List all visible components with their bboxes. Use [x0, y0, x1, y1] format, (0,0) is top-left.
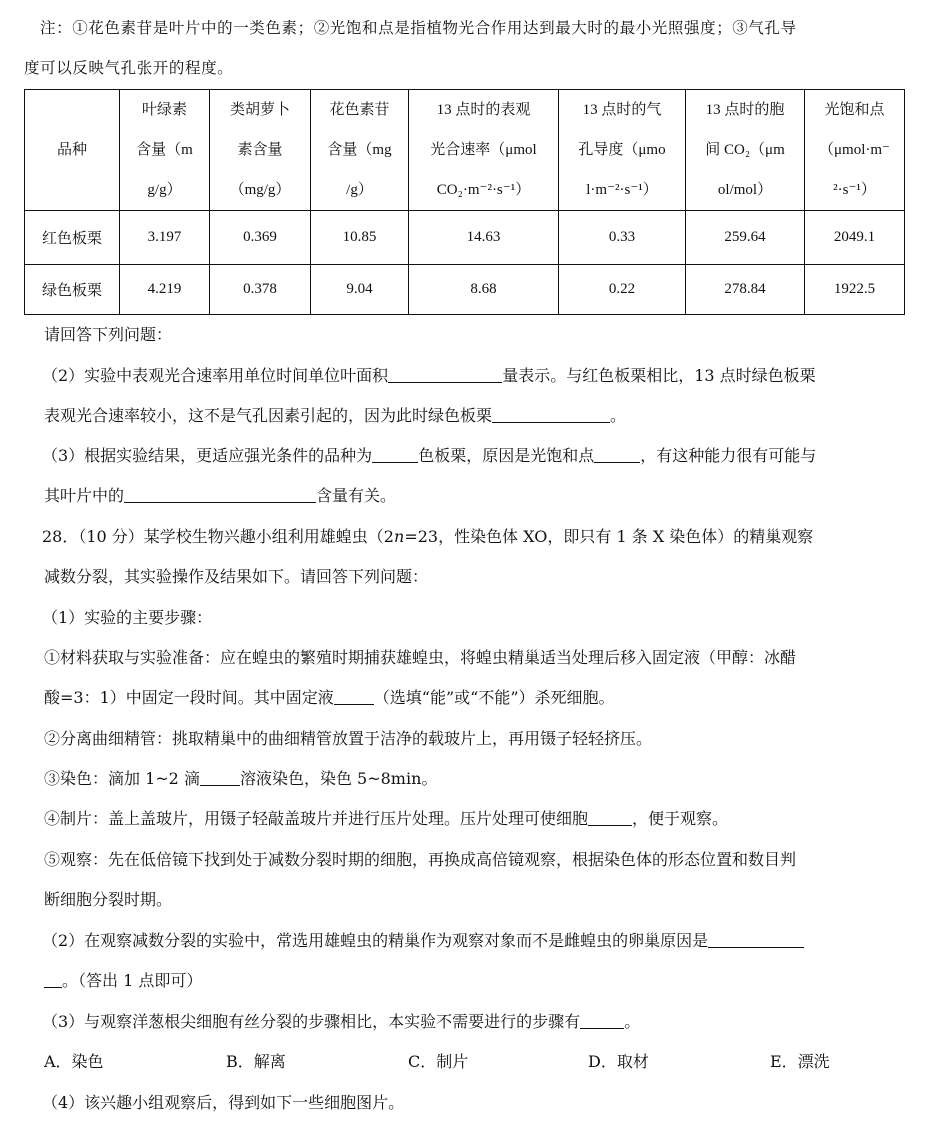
header-cell: 13 点时的气 孔导度（μmo l·m⁻²·s⁻¹） — [559, 90, 686, 211]
table-cell: 0.33 — [559, 211, 686, 265]
answer-blank[interactable] — [492, 406, 610, 423]
table-cell: 10.85 — [311, 211, 409, 265]
questions-intro: 请回答下列问题： — [44, 325, 173, 344]
table-note-line-2: 度可以反映气孔张开的程度。 — [24, 59, 234, 77]
answer-blank[interactable] — [588, 809, 632, 826]
step-1-3: ③染色：滴加 1~2 滴 溶液染色，染色 5~8min。 — [44, 769, 438, 788]
step-3: （3）与观察洋葱根尖细胞有丝分裂的步骤相比，本实验不需要进行的步骤有 。 — [42, 1012, 641, 1031]
question-2-line-1: （2）实验中表观光合速率用单位时间单位叶面积 量表示。与红色板栗相比，13 点时绿色板栗 — [42, 366, 816, 385]
problem-28-title: 28．（10 分）某学校生物兴趣小组利用雄蝗虫（2n=23，性染色体 XO，即只有 1 条 X 染色体）的精巢观察 — [42, 527, 814, 546]
answer-blank[interactable] — [372, 446, 418, 463]
option-b: B．解离 — [226, 1052, 286, 1071]
header-cell: 花色素苷 含量（mg /g） — [311, 90, 409, 211]
step-1-heading: （1）实验的主要步骤： — [42, 608, 213, 627]
table-cell: 3.197 — [120, 211, 210, 265]
step-1-1-line-1: ①材料获取与实验准备：应在蝗虫的繁殖时期捕获雄蝗虫，将蝗虫精巢适当处理后移入固定液（甲醇：冰醋 — [44, 648, 797, 667]
step-1-2: ②分离曲细精管：挑取精巢中的曲细精管放置于洁净的载玻片上，再用镊子轻轻挤压。 — [44, 729, 653, 748]
question-3-line-2: 其叶片中的 含量有关。 — [44, 486, 397, 505]
table-cell: 4.219 — [120, 265, 210, 315]
step-2-line-1: （2）在观察减数分裂的实验中，常选用雄蝗虫的精巢作为观察对象而不是雌蝗虫的卵巢原因是 — [42, 931, 804, 951]
step-4: （4）该兴趣小组观察后，得到如下一些细胞图片。 — [42, 1093, 405, 1112]
header-cell: 13 点时的表观 光合速率（μmol CO₂·m⁻²·s⁻¹） — [409, 90, 559, 211]
table-cell: 绿色板栗 — [25, 265, 120, 315]
table-cell: 9.04 — [311, 265, 409, 315]
step-2-line-2: 。（答出 1 点即可） — [44, 971, 202, 991]
answer-blank[interactable] — [200, 769, 240, 786]
problem-28-title-line-2: 减数分裂，其实验操作及结果如下。请回答下列问题： — [44, 567, 429, 586]
answer-blank[interactable] — [334, 688, 374, 705]
table-cell: 红色板栗 — [25, 211, 120, 265]
header-cell: 13 点时的胞 间 CO₂（μm ol/mol） — [686, 90, 805, 211]
option-c: C．制片 — [408, 1052, 469, 1071]
answer-blank[interactable] — [388, 366, 502, 383]
table-cell: 0.22 — [559, 265, 686, 315]
step-1-1-line-2: 酸=3：1）中固定一段时间。其中固定液 （选填“能”或“不能”）杀死细胞。 — [44, 688, 615, 707]
table-cell: 0.378 — [210, 265, 311, 315]
table-cell: 8.68 — [409, 265, 559, 315]
table-note-line-1: 注：①花色素苷是叶片中的一类色素；②光饱和点是指植物光合作用达到最大时的最小光照强度；③气孔导 — [40, 19, 797, 37]
table-cell: 0.369 — [210, 211, 311, 265]
step-1-5-line-1: ⑤观察：先在低倍镜下找到处于减数分裂时期的细胞，再换成高倍镜观察，根据染色体的形态位置和数目判 — [44, 850, 797, 869]
step-1-4: ④制片：盖上盖玻片，用镊子轻敲盖玻片并进行压片处理。压片处理可使细胞 ，便于观察。 — [44, 809, 729, 828]
header-cell: 类胡萝卜 素含量 （mg/g） — [210, 90, 311, 211]
table-cell: 1922.5 — [805, 265, 905, 315]
answer-blank[interactable] — [594, 446, 640, 463]
table-cell: 14.63 — [409, 211, 559, 265]
header-cell: 品种 — [25, 90, 120, 211]
option-d: D．取材 — [588, 1052, 649, 1071]
answer-blank[interactable] — [580, 1012, 624, 1029]
step-1-5-line-2: 断细胞分裂时期。 — [44, 890, 173, 909]
table-cell: 278.84 — [686, 265, 805, 315]
option-a: A．染色 — [44, 1052, 104, 1071]
table-row — [25, 211, 905, 265]
table-cell: 2049.1 — [805, 211, 905, 265]
answer-blank[interactable] — [124, 486, 316, 503]
question-2-line-2: 表观光合速率较小，这不是气孔因素引起的，因为此时绿色板栗 。 — [44, 406, 627, 425]
data-table — [24, 89, 905, 315]
question-3-line-1: （3）根据实验结果，更适应强光条件的品种为 色板栗，原因是光饱和点 ，有这种能力很有可能与 — [42, 446, 817, 465]
header-cell: 叶绿素 含量（m g/g） — [120, 90, 210, 211]
answer-blank[interactable] — [708, 931, 804, 948]
option-e: E．漂洗 — [770, 1052, 830, 1071]
table-row — [25, 265, 905, 315]
header-cell: 光饱和点 （μmol·m⁻ ²·s⁻¹） — [805, 90, 905, 211]
answer-blank[interactable] — [44, 971, 62, 988]
table-cell: 259.64 — [686, 211, 805, 265]
table-header-row — [25, 90, 905, 211]
